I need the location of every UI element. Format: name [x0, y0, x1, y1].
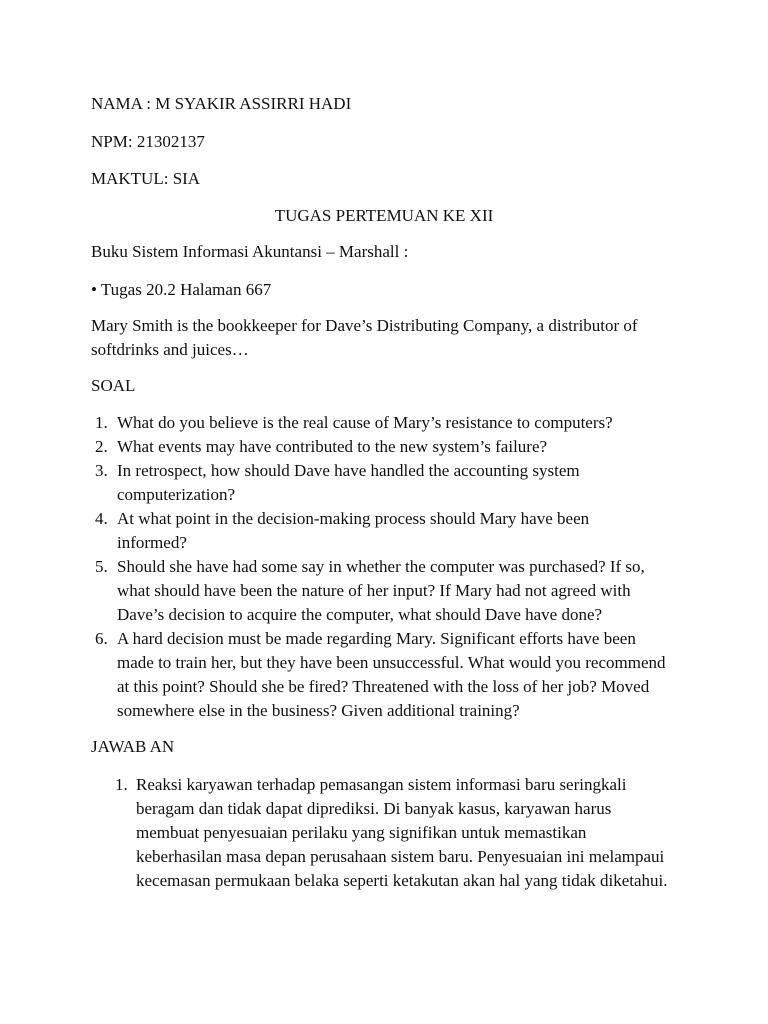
soal-heading: SOAL — [91, 376, 136, 395]
question-item — [95, 459, 675, 507]
question-text: At what point in the decision-making process should Mary have been informed? — [117, 509, 590, 552]
question-text: What do you believe is the real cause of Mary’s resistance to computers? — [117, 413, 613, 432]
course-name: MAKTUL: SIA — [91, 169, 201, 188]
question-number: 1. — [95, 413, 108, 432]
answer-number: 1. — [115, 775, 128, 794]
assignment-title: TUGAS PERTEMUAN KE XII — [274, 206, 494, 225]
question-text: Should she have had some say in whether the computer was purchased? If so, what should have been the nature of her input? If Mary had not agreed with Dave’s decision to acquire the computer, what should Dave have done? — [117, 557, 645, 624]
task-reference: • Tugas 20.2 Halaman 667 — [91, 280, 272, 299]
student-npm: NPM: 21302137 — [91, 132, 205, 151]
answer-text: Reaksi karyawan terhadap pemasangan sistem informasi baru seringkali beragam dan tidak dapat diprediksi. Di banyak kasus, karyawan harus membuat penyesuaian perilaku yang signifikan untuk memastikan keberhasilan masa depan perusahaan sistem baru. Penyesuaian ini melampaui kecemasan permukaan belaka seperti ketakutan akan hal yang tidak diketahui. — [136, 775, 668, 890]
jawab-heading: JAWAB AN — [91, 737, 175, 756]
student-name: NAMA : M SYAKIR ASSIRRI HADI — [91, 94, 352, 113]
book-reference: Buku Sistem Informasi Akuntansi – Marshall : — [91, 242, 409, 261]
question-number: 3. — [95, 461, 108, 480]
answer-list — [115, 773, 675, 893]
question-list — [95, 411, 675, 723]
question-item — [95, 435, 675, 459]
question-text: What events may have contributed to the new system’s failure? — [117, 437, 548, 456]
question-item — [95, 627, 675, 723]
case-intro: Mary Smith is the bookkeeper for Dave’s Distributing Company, a distributor of softdrinks and juices… — [91, 316, 638, 359]
question-item — [95, 507, 675, 555]
question-text: In retrospect, how should Dave have handled the accounting system computerization? — [117, 461, 580, 504]
question-number: 6. — [95, 629, 108, 648]
question-item — [95, 555, 675, 627]
question-number: 4. — [95, 509, 108, 528]
answer-item — [115, 773, 675, 893]
question-text: A hard decision must be made regarding Mary. Significant efforts have been made to train her, but they have been unsuccessful. What would you recommend at this point? Should she be fired? Threatened with the loss of her job? Moved somewhere else in the business? Given additional training? — [117, 629, 666, 720]
question-item — [95, 411, 675, 435]
question-number: 5. — [95, 557, 108, 576]
question-number: 2. — [95, 437, 108, 456]
